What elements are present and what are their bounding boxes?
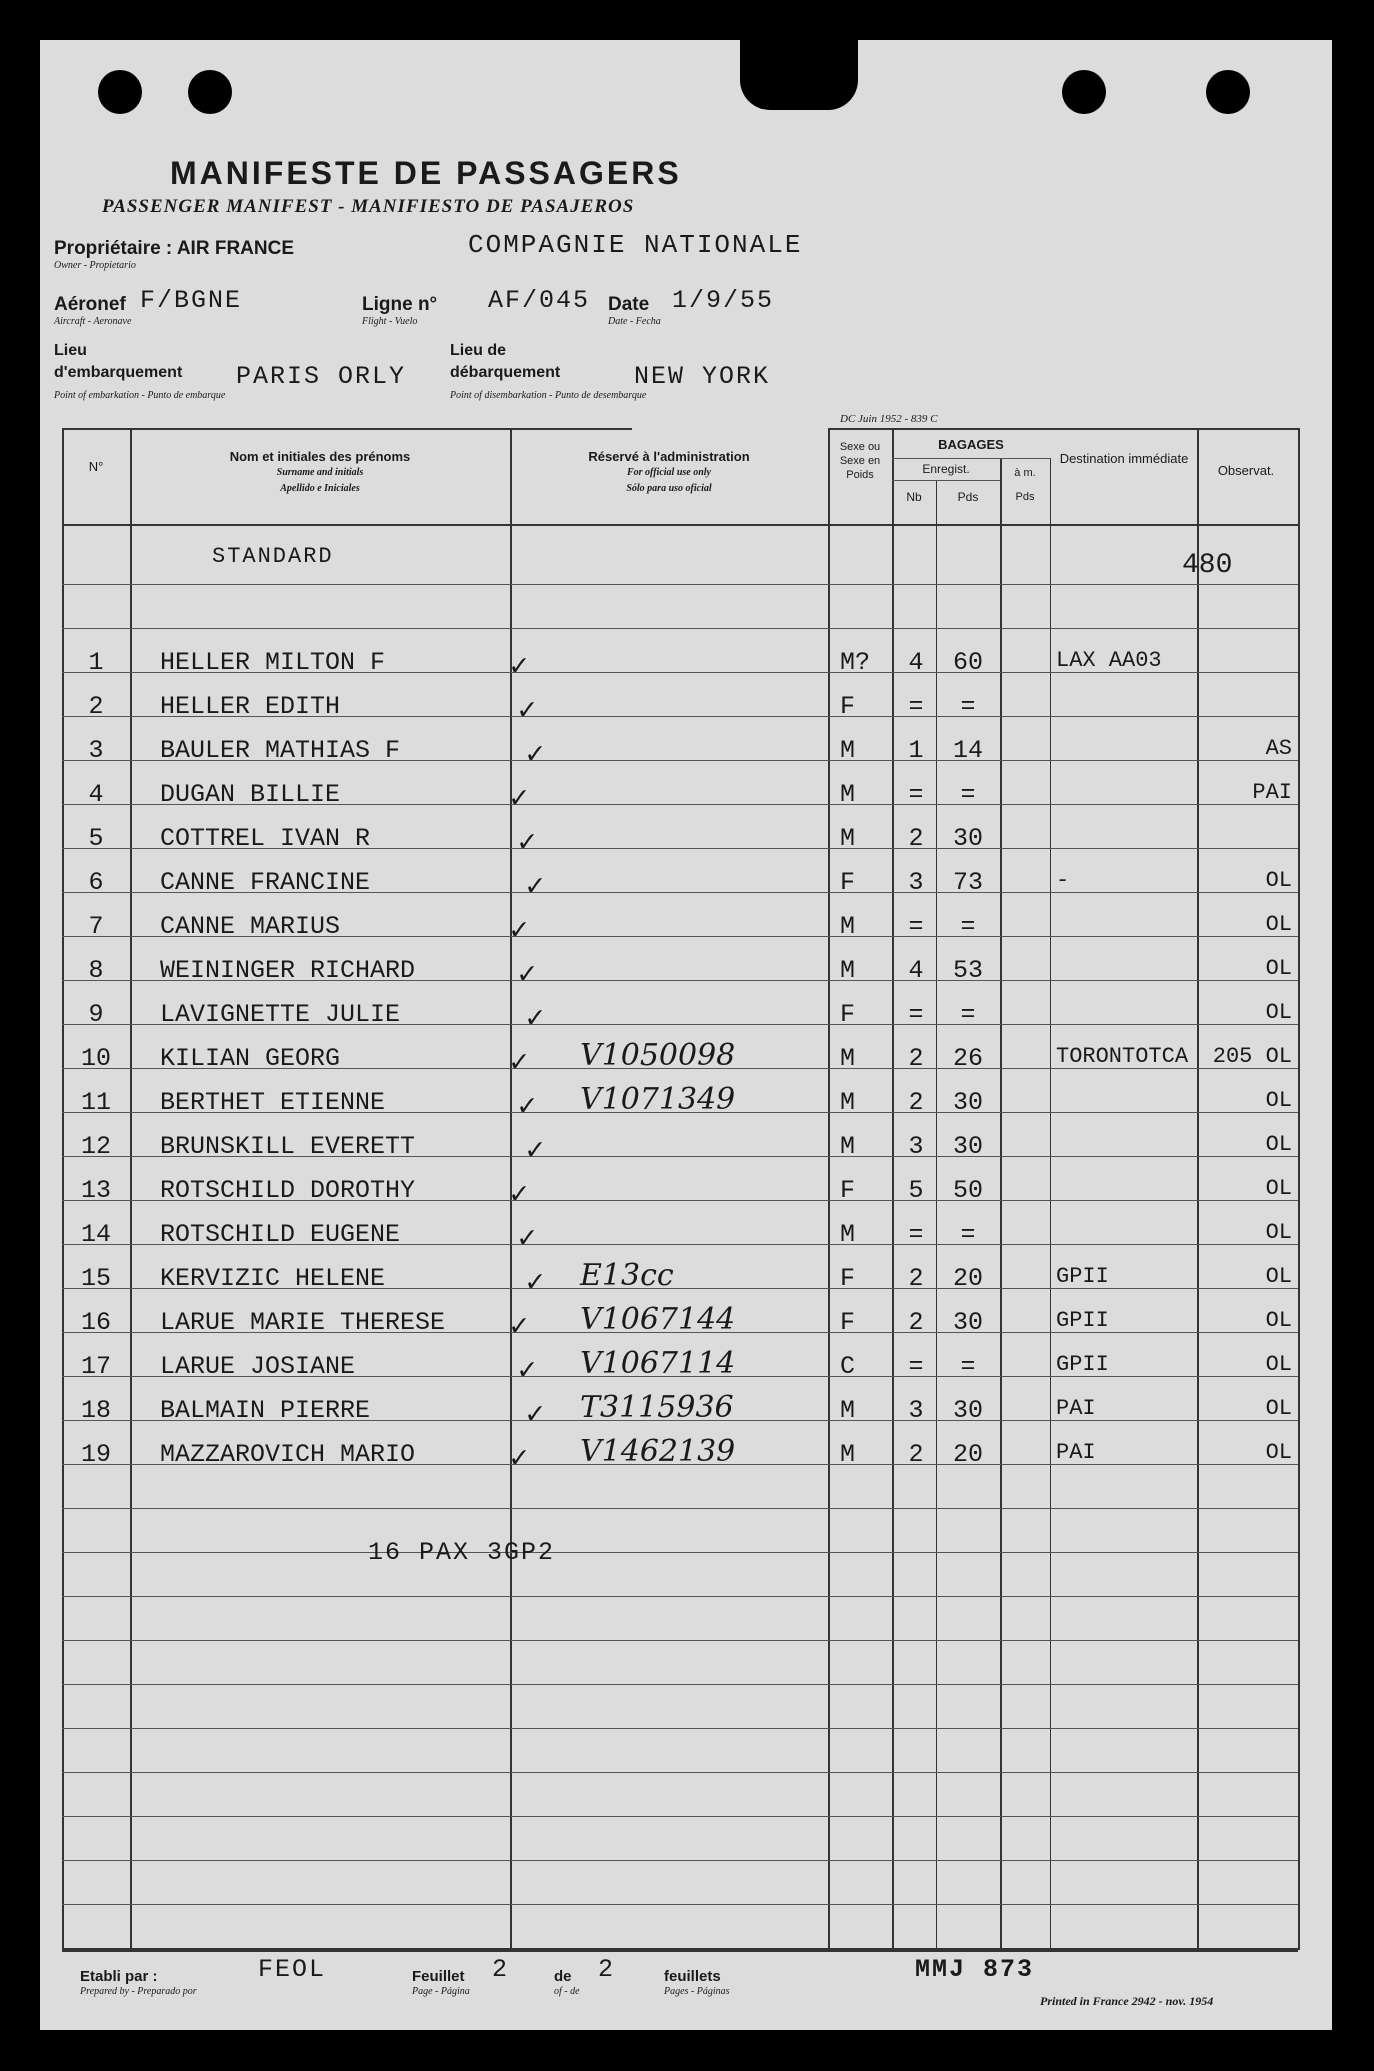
row-number: 12 [80,1132,111,1161]
check-mark-icon: ✓ [510,1047,529,1081]
destination: TORONTOTCA [1056,1044,1189,1069]
row-rule [62,1728,1298,1729]
disembark-sub: Point of disembarkation - Punto de desembarque [450,390,647,401]
punch-hole [98,70,142,114]
passenger-name: CANNE MARIUS [160,912,341,941]
row-number: 2 [88,692,104,721]
of-value: 2 [598,1955,616,1984]
owner-label: Propriétaire : AIR FRANCE [54,238,294,259]
prepared-label: Etabli par : [80,1968,158,1985]
baggage-count: 2 [908,824,924,853]
destination: LAX AA03 [1056,648,1162,673]
passenger-sex: M [840,912,856,941]
baggage-count: = [908,912,924,941]
col-hand-pds: Pds [1015,491,1035,503]
destination: GPII [1056,1264,1109,1289]
table-row [40,1434,1300,1484]
passenger-sex: M [840,1044,856,1073]
baggage-weight: 26 [952,1044,983,1073]
row-number: 17 [80,1352,111,1381]
passenger-sex: M [840,1220,856,1249]
admin-note: V1067144 [580,1302,736,1337]
sheet-label: Feuillet [412,1968,465,1985]
check-mark-icon: ✓ [518,959,537,993]
check-mark-icon: ✓ [510,1443,529,1477]
baggage-count: 3 [908,868,924,897]
row-rule [62,1684,1298,1685]
baggage-weight: = [960,692,976,721]
table-row [40,1176,1300,1220]
col-admin-title: Réservé à l'administration [588,449,750,464]
form-code: DC Juin 1952 - 839 C [840,413,938,425]
baggage-weight: 53 [952,956,983,985]
destination: GPII [1056,1352,1109,1377]
passenger-name: BALMAIN PIERRE [160,1396,371,1425]
observation: OL [1265,1176,1292,1201]
row-number: 7 [88,912,104,941]
printed-note: Printed in France 2942 - nov. 1954 [1040,1994,1214,2008]
of-sub: of - de [554,1986,580,1997]
row-number: 13 [80,1176,111,1205]
check-mark-icon: ✓ [526,871,545,905]
admin-note: E13cc [580,1258,674,1293]
check-mark-icon: ✓ [510,1311,529,1345]
observation: OL [1265,1000,1292,1025]
sheet-value: 2 [492,1955,510,1984]
check-mark-icon: ✓ [510,651,529,685]
row-number: 3 [88,736,104,765]
check-mark-icon: ✓ [518,827,537,861]
table-row [40,956,1300,1000]
row-number: 1 [88,648,104,677]
flight-value: AF/045 [488,286,591,315]
baggage-count: 4 [908,956,924,985]
passenger-name: KILIAN GEORG [160,1044,341,1073]
row-number: 18 [80,1396,111,1425]
passenger-name: BERTHET ETIENNE [160,1088,386,1117]
col-hand: à m. [1014,467,1036,479]
baggage-count: = [908,692,924,721]
baggage-count: 2 [908,1308,924,1337]
baggage-weight: 20 [952,1440,983,1469]
passenger-sex: F [840,1176,856,1205]
embark-value: PARIS ORLY [236,362,407,391]
col-pds: Pds [957,490,979,504]
baggage-weight: = [960,780,976,809]
page-title: MANIFESTE DE PASSAGERS [170,155,682,191]
row-number: 4 [88,780,104,809]
date-sub: Date - Fecha [608,316,661,327]
col-admin-sub: For official use only [627,467,711,478]
row-rule [62,1552,1298,1553]
embark-label: Lieu d'embarquement [54,342,183,381]
passenger-sex: M [840,780,856,809]
passenger-sex: M [840,1132,856,1161]
baggage-weight: 30 [952,1396,983,1425]
punch-hole [188,70,232,114]
binder-tab [740,40,858,110]
table-row [40,692,1300,736]
passenger-sex: F [840,1264,856,1293]
row-rule [62,1508,1298,1509]
baggage-weight: 50 [952,1176,983,1205]
row-number: 6 [88,868,104,897]
row-number: 11 [80,1088,111,1117]
passenger-name: HELLER MILTON F [160,648,386,677]
check-mark-icon: ✓ [510,915,529,949]
row-number: 8 [88,956,104,985]
col-checked: Enregist. [922,462,970,476]
admin-note: T3115936 [580,1390,734,1425]
baggage-weight: 20 [952,1264,983,1293]
prepared-value: FEOL [258,1955,327,1984]
check-mark-icon: ✓ [526,1399,545,1433]
row-number: 5 [88,824,104,853]
baggage-weight: 30 [952,1088,983,1117]
baggage-count: 2 [908,1264,924,1293]
baggage-count: 2 [908,1044,924,1073]
baggage-weight: 30 [952,1308,983,1337]
destination: - [1056,868,1070,893]
disembark-value: NEW YORK [634,362,771,391]
destination: GPII [1056,1308,1109,1333]
aircraft-label: Aéronef [54,294,126,315]
baggage-weight: = [960,1352,976,1381]
baggage-weight: 30 [952,824,983,853]
admin-note: V1462139 [580,1434,736,1469]
col-admin-sub: Sólo para uso oficial [626,483,712,494]
sheets-label: feuillets [664,1968,721,1985]
baggage-count: = [908,780,924,809]
summary: 16 PAX 3GP2 [368,1538,556,1567]
observation: OL [1265,1308,1292,1333]
date-label: Date [608,294,650,315]
passenger-name: COTTREL IVAN R [160,824,371,853]
manifest-sheet [40,40,1332,2030]
row-number: 9 [88,1000,104,1029]
baggage-weight: 60 [952,648,983,677]
of-label: de [554,1968,572,1985]
standard-value: 480 [1182,550,1233,581]
table-row [40,868,1300,912]
check-mark-icon: ✓ [510,783,529,817]
baggage-rule [892,480,1000,481]
row-rule [62,1640,1298,1641]
observation: OL [1265,1352,1292,1377]
passenger-sex: M [840,824,856,853]
observation: OL [1265,1264,1292,1289]
check-mark-icon: ✓ [518,695,537,729]
reference-code: MMJ 873 [915,1955,1035,1984]
table-row [40,912,1300,956]
baggage-count: = [908,1352,924,1381]
flight-sub: Flight - Vuelo [362,316,418,327]
row-rule [62,628,1298,629]
check-mark-icon: ✓ [510,1179,529,1213]
passenger-name: ROTSCHILD DOROTHY [160,1176,416,1205]
table-top-rule [828,428,1298,430]
passenger-sex: M [840,736,856,765]
table-top-rule [62,428,632,430]
date-value: 1/9/55 [672,286,775,315]
prepared-sub: Prepared by - Preparado por [80,1986,197,1997]
baggage-count: 2 [908,1088,924,1117]
row-rule [62,584,1298,585]
check-mark-icon: ✓ [518,1355,537,1389]
baggage-count: 5 [908,1176,924,1205]
observation: OL [1265,1396,1292,1421]
observation: OL [1265,1088,1292,1113]
col-obs: Observat. [1217,463,1275,478]
owner-value: COMPAGNIE NATIONALE [468,230,803,260]
row-rule [62,1816,1298,1817]
check-mark-icon: ✓ [526,1135,545,1169]
observation: OL [1265,1132,1292,1157]
punch-hole [1062,70,1106,114]
passenger-sex: C [840,1352,856,1381]
passenger-sex: F [840,692,856,721]
owner-sub: Owner - Propietario [54,260,136,271]
table-row [40,648,1300,692]
baggage-count: = [908,1220,924,1249]
passenger-name: LARUE JOSIANE [160,1352,356,1381]
passenger-name: ROTSCHILD EUGENE [160,1220,401,1249]
passenger-name: MAZZAROVICH MARIO [160,1440,416,1469]
col-dest: Destination immédiate [1059,451,1189,466]
disembark-label: Lieu de débarquement [450,342,561,381]
aircraft-sub: Aircraft - Aeronave [54,316,132,327]
col-nb: Nb [906,490,922,504]
passenger-name: LARUE MARIE THERESE [160,1308,446,1337]
row-number: 14 [80,1220,111,1249]
passenger-sex: F [840,868,856,897]
row-rule [62,1596,1298,1597]
passenger-sex: M [840,1088,856,1117]
passenger-name: BRUNSKILL EVERETT [160,1132,416,1161]
passenger-sex: F [840,1308,856,1337]
table-row [40,736,1300,780]
passenger-name: LAVIGNETTE JULIE [160,1000,401,1029]
check-mark-icon: ✓ [526,1267,545,1301]
baggage-weight: = [960,1000,976,1029]
row-number: 19 [80,1440,111,1469]
baggage-weight: 14 [952,736,983,765]
baggage-weight: 73 [952,868,983,897]
passenger-sex: M [840,1396,856,1425]
col-name [132,450,508,496]
page-subtitle: PASSENGER MANIFEST - MANIFIESTO DE PASAJEROS [102,196,635,217]
row-rule [62,1904,1298,1905]
col-name-title: Nom et initiales des prénoms [229,449,411,464]
check-mark-icon: ✓ [526,739,545,773]
passenger-name: CANNE FRANCINE [160,868,371,897]
admin-note: V1050098 [580,1038,736,1073]
baggage-count: 3 [908,1396,924,1425]
baggage-count: 1 [908,736,924,765]
check-mark-icon: ✓ [518,1091,537,1125]
baggage-count: = [908,1000,924,1029]
passenger-sex: M [840,956,856,985]
passenger-name: HELLER EDITH [160,692,341,721]
passenger-sex: M? [840,648,871,677]
observation: OL [1265,1220,1292,1245]
check-mark-icon: ✓ [526,1003,545,1037]
check-mark-icon: ✓ [518,1223,537,1257]
col-baggage: BAGAGES [938,437,1004,452]
table-row [40,1082,1300,1132]
admin-note: V1071349 [580,1082,736,1117]
passenger-name: KERVIZIC HELENE [160,1264,386,1293]
col-name-sub: Surname and initials [276,467,364,478]
sheet-sub: Page - Página [412,1986,470,1997]
col-sex: Sexe ou Sexe en Poids [839,441,881,481]
row-number: 16 [80,1308,111,1337]
row-rule [62,1772,1298,1773]
observation: 205 OL [1212,1044,1292,1069]
baggage-count: 3 [908,1132,924,1161]
passenger-sex: F [840,1000,856,1029]
flight-label: Ligne n° [362,294,438,315]
baggage-weight: 30 [952,1132,983,1161]
footer-rule [62,1950,1298,1952]
baggage-count: 4 [908,648,924,677]
row-rule [62,1860,1298,1861]
standard-label: STANDARD [212,544,334,569]
observation: OL [1265,912,1292,937]
sheets-sub: Pages - Páginas [664,1986,730,1997]
observation: AS [1265,736,1292,761]
col-admin [512,450,826,496]
baggage-weight: = [960,912,976,941]
punch-hole [1206,70,1250,114]
embark-sub: Point of embarkation - Punto de embarque [54,390,226,401]
passenger-name: DUGAN BILLIE [160,780,341,809]
passenger-name: BAULER MATHIAS F [160,736,401,765]
baggage-weight: = [960,1220,976,1249]
col-name-sub: Apellido e Iniciales [280,483,360,494]
table-row [40,824,1300,868]
passenger-name: WEININGER RICHARD [160,956,416,985]
baggage-count: 2 [908,1440,924,1469]
aircraft-value: F/BGNE [140,286,243,315]
destination: PAI [1056,1396,1096,1421]
passenger-sex: M [840,1440,856,1469]
baggage-rule [892,458,1050,459]
admin-note: V1067114 [580,1346,736,1381]
observation: OL [1265,956,1292,981]
row-number: 15 [80,1264,111,1293]
header-bottom-rule [62,524,1298,526]
row-number: 10 [80,1044,111,1073]
col-no: N° [88,459,104,474]
table-row [40,780,1300,824]
table-row [40,1132,1300,1176]
observation: PAI [1252,780,1292,805]
observation: OL [1265,1440,1292,1465]
observation: OL [1265,868,1292,893]
destination: PAI [1056,1440,1096,1465]
